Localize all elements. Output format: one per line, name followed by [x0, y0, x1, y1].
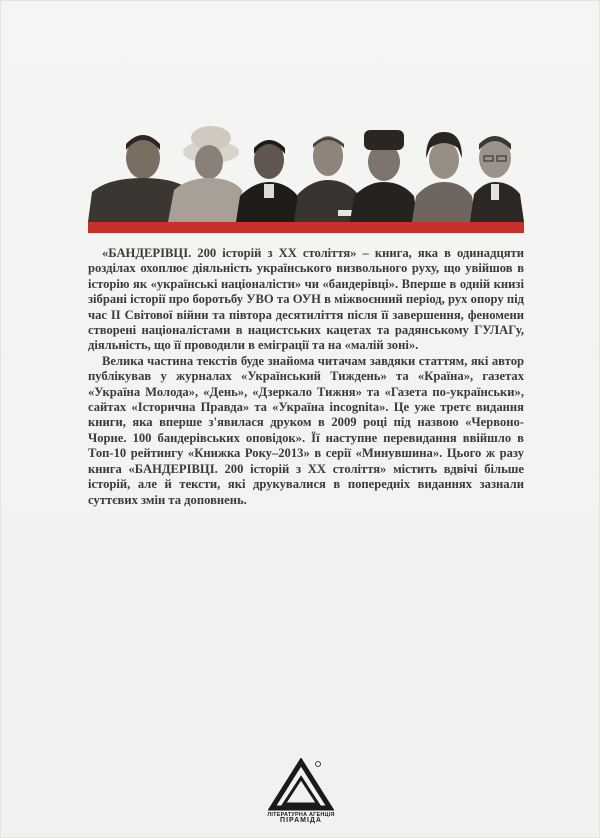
portrait-2: [168, 126, 244, 222]
portrait-4: [294, 136, 362, 222]
portrait-3: [236, 140, 302, 222]
annotation-paragraph-2: Велика частина текстів буде знайома читачам завдяки статтям, які автор публікував у журналах «Український Тиждень» та «Країна», газетах «Україна Молода», «День», «Дзеркало Тижня» та «Газета по-українськи», сайтах «Історична Правда» та «Україна incognita». Це уже третє видання книги, яка вперше з'явилася друком в 2009 році під назвою «Червоно-Чорне. 100 бандерівських оповідок». Її наступне перевидання ввійшло в Топ-10 рейтингу «Книжка Року–2013» в серії «Минувшина». Цього ж разу книга «БАНДЕРІВЦІ. 200 історій з XX століття» містить вдвічі більше історій, але й тексти, які друкувалися в попередніх виданнях зазнали суттєвих змін та доповнень.: [88, 353, 524, 507]
publisher-name: [246, 812, 356, 824]
portrait-7: [470, 136, 524, 222]
red-accent-stripe: [88, 222, 524, 233]
annotation-paragraph-1: «БАНДЕРІВЦІ. 200 історій з XX століття» – книга, яка в одинадцяти розділах охоплює діяльність українського визвольного руху, що увійшов в історію як «українські націоналісти» чи «бандерівці». Вперше в одній книзі зібрані історії про боротьбу УВО та ОУН в міжвоєнний період, рух опору під час ІІ Світової війни та півтора десятиліття після її завершення, феномени створені націоналістами в нацистських кацетах та радянському ГУЛАГу, діяльність, що її проводили в еміграції та на «малій зоні».: [88, 246, 524, 353]
publisher-line-2: ПІРАМІДА: [280, 817, 322, 824]
portrait-5: [350, 130, 418, 222]
annotation-text: [88, 246, 524, 508]
publisher-line-1: ЛІТЕРАТУРНА АГЕНЦІЯ: [267, 812, 335, 818]
portrait-6: [412, 132, 476, 222]
portrait-photo-strip: [88, 118, 524, 222]
